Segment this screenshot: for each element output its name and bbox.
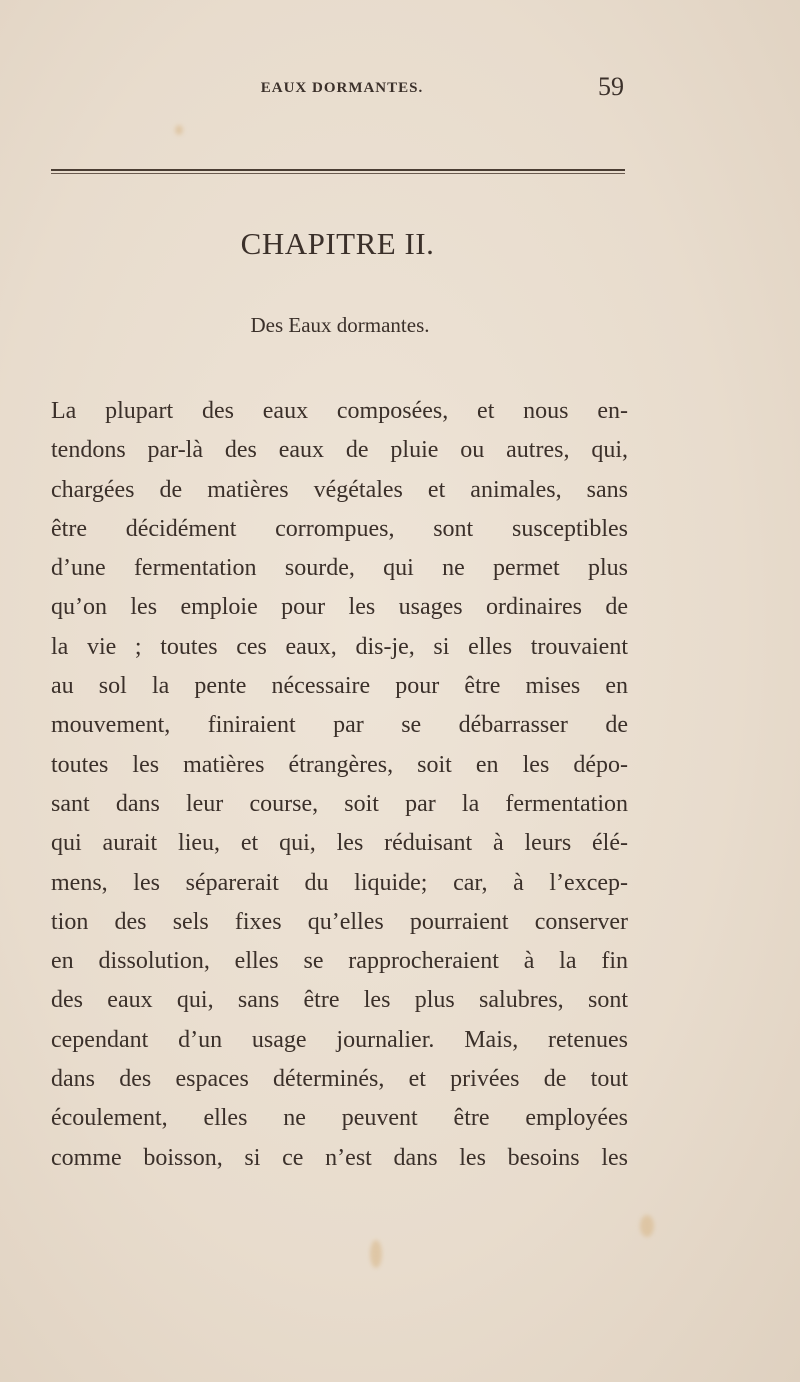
- text-line: qu’on les emploie pour les usages ordinaires de: [51, 594, 628, 621]
- text-line: chargées de matières végétales et animales, sans: [51, 476, 628, 503]
- text-line: au sol la pente nécessaire pour être mises en: [51, 673, 628, 700]
- foxing-stain: [640, 1215, 654, 1237]
- text-line: écoulement, elles ne peuvent être employées: [51, 1105, 628, 1132]
- text-line: tendons par-là des eaux de pluie ou autres, qui,: [51, 437, 628, 464]
- text-line: cependant d’un usage journalier. Mais, retenues: [51, 1026, 628, 1053]
- text-line: d’une fermentation sourde, qui ne permet plus: [51, 555, 628, 582]
- foxing-stain: [370, 1240, 382, 1268]
- foxing-stain: [175, 125, 183, 135]
- chapter-title: CHAPITRE II.: [240, 226, 435, 261]
- text-line: être décidément corrompues, sont susceptibles: [51, 515, 628, 542]
- text-line: tion des sels fixes qu’elles pourraient conserver: [51, 908, 628, 935]
- page-number: 59: [598, 72, 624, 101]
- text-line: toutes les matières étrangères, soit en les dépo-: [51, 751, 628, 778]
- text-line: la vie ; toutes ces eaux, dis-je, si elles trouvaient: [51, 633, 628, 660]
- text-line: mouvement, finiraient par se débarrasser de: [51, 712, 628, 739]
- running-title: EAUX DORMANTES.: [260, 80, 424, 96]
- text-line: comme boisson, si ce n’est dans les besoins les: [51, 1144, 628, 1171]
- text-line: des eaux qui, sans être les plus salubres, sont: [51, 987, 628, 1014]
- text-line: sant dans leur course, soit par la fermentation: [51, 790, 628, 817]
- text-line: en dissolution, elles se rapprocheraient à la fin: [51, 948, 628, 975]
- body-text: [51, 392, 628, 1178]
- text-line: La plupart des eaux composées, et nous en-: [51, 398, 628, 424]
- chapter-subtitle: Des Eaux dormantes.: [250, 313, 430, 337]
- text-line: mens, les séparerait du liquide; car, à l’excep-: [51, 869, 628, 896]
- double-rule-divider: [51, 169, 625, 174]
- text-line: qui aurait lieu, et qui, les réduisant à leurs élé-: [51, 830, 628, 857]
- text-line: dans des espaces déterminés, et privées de tout: [51, 1066, 628, 1093]
